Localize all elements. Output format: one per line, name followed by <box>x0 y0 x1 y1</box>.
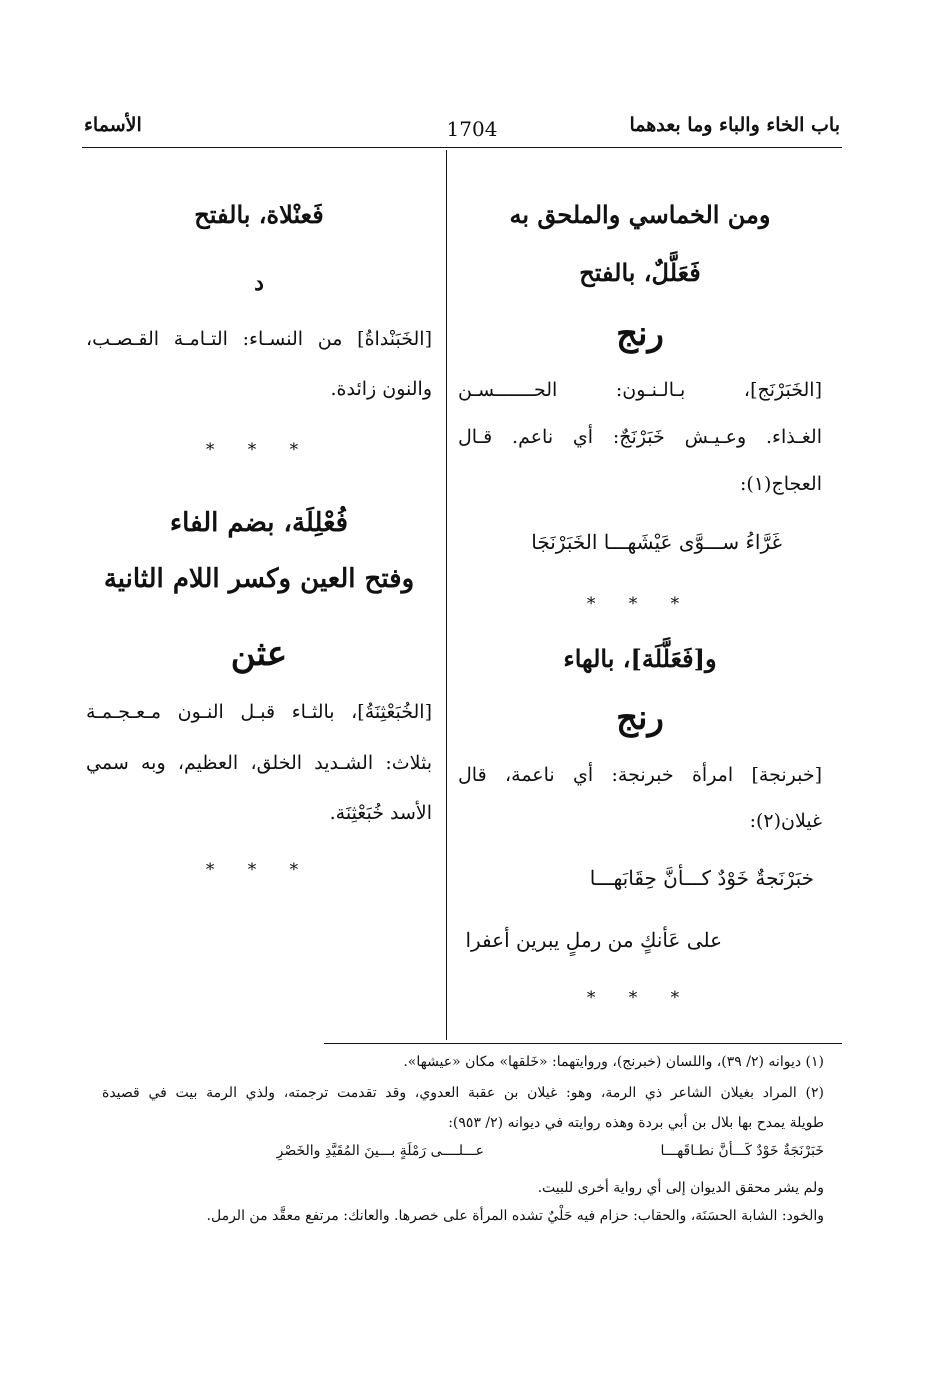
section-title: الأسماء <box>84 114 142 136</box>
section-separator: * * * <box>205 440 313 460</box>
verse-line: على عَأنكٍ من رملٍ يبرين أعفرا <box>465 928 722 952</box>
entry-text: [الخُبَعْثِنَةُ]، بالثـاء قبـل النـون مـعـجـمـة <box>86 701 432 723</box>
root-heading: رنج <box>616 698 664 738</box>
entry-text: الأسد خُبَعْثِنَة. <box>329 802 432 824</box>
footnote-rule <box>324 1043 842 1044</box>
footnote-verse-second-hemistich: عـــلــــى رَمْلَةٍ بـــينَ المُقَيَّدِ والخَصْرِ <box>276 1143 484 1159</box>
pattern-heading: فَعنْلاة، بالفتح <box>194 200 324 229</box>
pattern-heading: و[فَعَلَّلَة]، بالهاء <box>563 644 717 673</box>
page-number: 1704 <box>446 117 498 141</box>
entry-text: بثلاث: الشـديد الخلق، العظيم، وبه سمي <box>86 752 432 774</box>
section-separator: * * * <box>586 988 694 1008</box>
root-heading: رنج <box>616 314 664 354</box>
footnote-2-continued: طويلة يمدح بها بلال بن أبي بردة وهذه روايته في ديوانه (٢/ ٩٥٣): <box>448 1115 824 1131</box>
entry-text: الغـذاء. وعـيـش خَبَرْنَجٌ: أي ناعم. قـال <box>458 426 822 448</box>
pattern-subheading: وفتح العين وكسر اللام الثانية <box>103 564 415 594</box>
pattern-heading: فَعَلَّلٌ، بالفتح <box>579 258 701 287</box>
entry-text: [الخَبَنْداةُ] من النسـاء: التـامـة القـصـب، <box>86 328 432 350</box>
section-heading: ومن الخماسي والملحق به <box>509 200 771 229</box>
footnote-1: (١) ديوانه (٢/ ٣٩)، واللسان (خبرنج)، وروايتهما: «خَلقها» مكان «عيشها». <box>403 1054 824 1070</box>
section-separator: * * * <box>586 594 694 614</box>
column-divider <box>446 150 447 1040</box>
root-heading: د <box>254 270 264 296</box>
root-heading: عثن <box>230 634 288 674</box>
section-separator: * * * <box>205 860 313 880</box>
footnote-2-continued: والخود: الشابة الحسَنَة، والحقاب: حزام فيه حَلْيٌ تشده المرأة على خصرها. والعانك: مرتفع معقَّد من الرمل. <box>206 1208 824 1224</box>
verse-line: خبَرْنَجةٌ خَوْدٌ كـــأنَّ حِقَابَهـــا <box>589 866 814 890</box>
chapter-title: باب الخاء والباء وما بعدهما <box>629 114 840 136</box>
footnote-verse-first-hemistich: خَبَرْنَجَةٌ خَوْدٌ كَـــأنَّ نطـاقَهـــا <box>660 1143 824 1159</box>
entry-text: العجاج(١): <box>739 473 822 495</box>
entry-text: غيلان(٢): <box>749 810 822 832</box>
header-rule <box>82 147 842 148</box>
footnote-2-continued: ولم يشر محقق الديوان إلى أي رواية أخرى للبيت. <box>537 1180 824 1196</box>
entry-text: [الخَبَرْنَج]، بـالـنـون: الحـــــــسـن <box>458 379 822 401</box>
verse-line: غَرَّاءُ ســـوَّى عَيْشَهـــا الخَبَرْنَجَا <box>531 530 782 554</box>
entry-text: [خبرنجة] امرأة خبرنجة: أي ناعمة، قال <box>458 764 822 786</box>
pattern-heading: فُعْلِلَة، بضم الفاء <box>169 508 349 538</box>
entry-text: والنون زائدة. <box>330 378 432 400</box>
footnote-2: (٢) المراد بغيلان الشاعر ذي الرمة، وهو: غيلان بن عقبة العدوي، وقد تقدمت ترجمته، ولذي الرمة بيت في قصيدة <box>102 1085 824 1101</box>
